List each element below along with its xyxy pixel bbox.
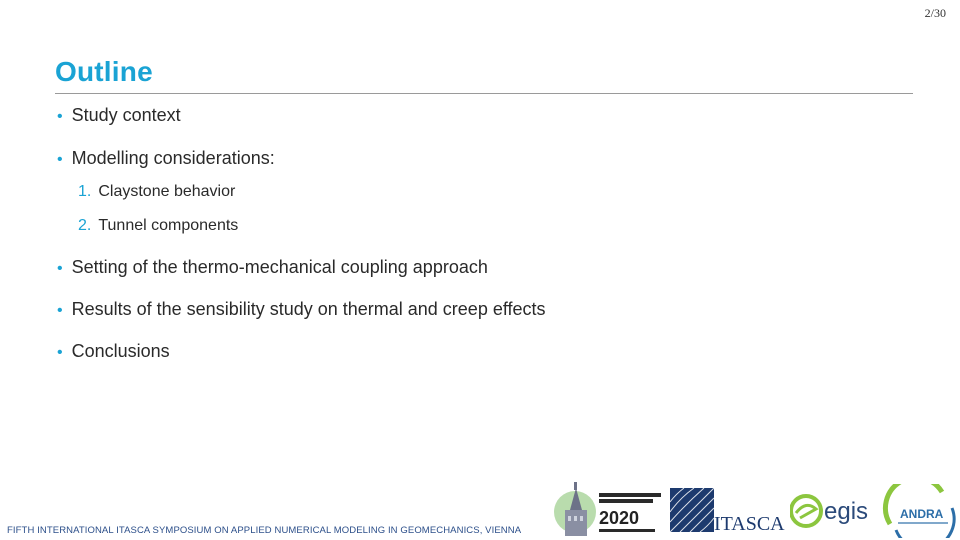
outline-item bbox=[57, 341, 170, 362]
itasca-wordmark: ITASCA bbox=[714, 513, 785, 534]
subitem-text: Claystone behavior bbox=[98, 183, 236, 200]
slide-title: Outline bbox=[55, 56, 153, 87]
outline-item bbox=[57, 148, 275, 169]
bullet-dot: • bbox=[57, 302, 63, 319]
outline-item-text: Results of the sensibility study on thermal and creep effects bbox=[71, 299, 546, 319]
itasca-logo bbox=[670, 486, 786, 534]
bullet-dot: • bbox=[57, 151, 63, 168]
andra-wordmark: ANDRA bbox=[900, 507, 944, 521]
outline-item bbox=[57, 257, 488, 278]
page-number: 2/30 bbox=[924, 6, 946, 20]
outline-subitem bbox=[78, 217, 238, 235]
footer-text: FIFTH INTERNATIONAL ITASCA SYMPOSIUM ON APPLIED NUMERICAL MODELING IN GEOMECHANICS, VIENNA bbox=[7, 525, 522, 536]
bullet-dot: • bbox=[57, 260, 63, 277]
outline-item bbox=[57, 105, 181, 126]
egis-wordmark: egis bbox=[824, 498, 869, 525]
outline-item-text: Setting of the thermo-mechanical coupling approach bbox=[71, 257, 488, 277]
egis-logo bbox=[790, 492, 874, 530]
outline-item-text: Modelling considerations: bbox=[71, 148, 275, 168]
outline-subitem bbox=[78, 183, 235, 201]
andra-logo bbox=[882, 484, 958, 538]
symposium-logo bbox=[553, 480, 665, 538]
symposium-year: 2020 bbox=[599, 508, 640, 528]
subitem-text: Tunnel components bbox=[98, 217, 239, 234]
outline-item bbox=[57, 299, 546, 320]
bullet-dot: • bbox=[57, 344, 63, 361]
title-divider bbox=[55, 93, 913, 94]
outline-item-text: Conclusions bbox=[71, 341, 170, 361]
bullet-dot: • bbox=[57, 108, 63, 125]
subitem-number: 1. bbox=[78, 183, 92, 200]
subitem-number: 2. bbox=[78, 217, 92, 234]
outline-item-text: Study context bbox=[71, 105, 181, 125]
